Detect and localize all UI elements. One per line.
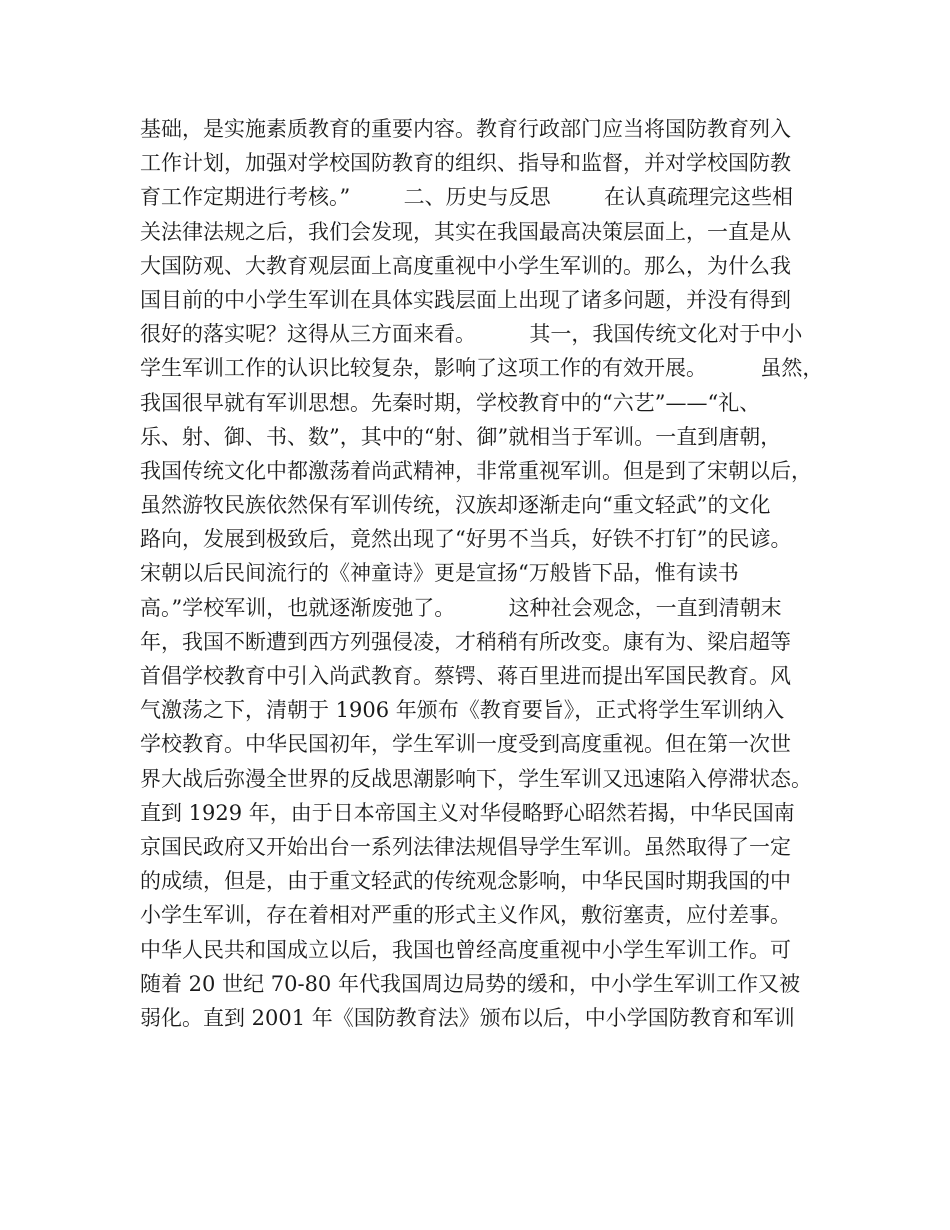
text-line-24: 小学生军训，存在着相对严重的形式主义作风，敷衍塞责，应付差事。: [140, 903, 791, 928]
text-line-11: 我国传统文化中都激荡着尚武精神，非常重视军训。但是到了宋朝以后，: [140, 458, 812, 483]
body-text: [140, 112, 830, 1035]
text-line-15: 高。”学校军训，也就逐渐废弛了。 这种社会观念，一直到清朝末: [140, 595, 782, 620]
text-line-13: 路向，发展到极致后，竟然出现了“好男不当兵，好铁不打钉”的民谚。: [140, 527, 792, 552]
text-line-17: 首倡学校教育中引入尚武教育。蔡锷、蒋百里进而提出军国民教育。风: [140, 664, 791, 688]
text-line-21: 直到 1929 年，由于日本帝国主义对华侵略野心昭然若揭，中华民国南: [140, 800, 795, 825]
text-line-18: 气激荡之下，清朝于 1906 年颁布《教育要旨》，正式将学生军训纳入: [140, 698, 785, 723]
text-line-5: 大国防观、大教育观层面上高度重视中小学生军训的。那么，为什么我: [140, 253, 791, 278]
text-line-4: 关法律法规之后，我们会发现，其实在我国最高决策层面上，一直是从: [140, 219, 791, 244]
text-line-10: 乐、射、御、书、数”，其中的“射、御”就相当于军训。一直到唐朝，: [140, 424, 782, 449]
text-line-3: 育工作定期进行考核。” 二、历史与反思 在认真疏理完这些相: [140, 185, 794, 210]
text-line-12: 虽然游牧民族依然保有军训传统，汉族却逐渐走向“重文轻武”的文化: [140, 493, 771, 518]
text-line-6: 国目前的中小学生军训在具体实践层面上出现了诸多问题，并没有得到: [140, 287, 791, 312]
text-line-9: 我国很早就有军训思想。先秦时期，学校教育中的“六艺”——“礼、: [140, 390, 761, 415]
text-line-19: 学校教育。中华民国初年，学生军训一度受到高度重视。但在第一次世: [140, 732, 791, 757]
text-line-25: 中华人民共和国成立以后，我国也曾经高度重视中小学生军训工作。可: [140, 937, 791, 962]
text-line-7: 很好的落实呢？这得从三方面来看。 其一，我国传统文化对于中小: [140, 322, 803, 347]
text-line-23: 的成绩，但是，由于重文轻武的传统观念影响，中华民国时期我国的中: [140, 869, 791, 894]
text-line-2: 工作计划，加强对学校国防教育的组织、指导和监督，并对学校国防教: [140, 151, 791, 176]
text-line-8: 学生军训工作的认识比较复杂，影响了这项工作的有效开展。 虽然，: [140, 356, 824, 381]
text-line-22: 京国民政府又开始出台一系列法律法规倡导学生军训。虽然取得了一定: [140, 834, 791, 859]
text-line-20: 界大战后弥漫全世界的反战思潮影响下，学生军训又迅速陷入停滞状态。: [140, 766, 812, 791]
text-line-1: 基础，是实施素质教育的重要内容。教育行政部门应当将国防教育列入: [140, 117, 791, 141]
text-line-14: 宋朝以后民间流行的《神童诗》更是宣扬“万般皆下品，惟有读书: [140, 561, 739, 586]
text-line-26: 随着 20 世纪 70-80 年代我国周边局势的缓和，中小学生军训工作又被: [140, 971, 800, 996]
text-line-16: 年，我国不断遭到西方列强侵凌，才稍稍有所改变。康有为、梁启超等: [140, 629, 791, 654]
text-line-27: 弱化。直到 2001 年《国防教育法》颁布以后，中小学国防教育和军训: [140, 1005, 795, 1030]
